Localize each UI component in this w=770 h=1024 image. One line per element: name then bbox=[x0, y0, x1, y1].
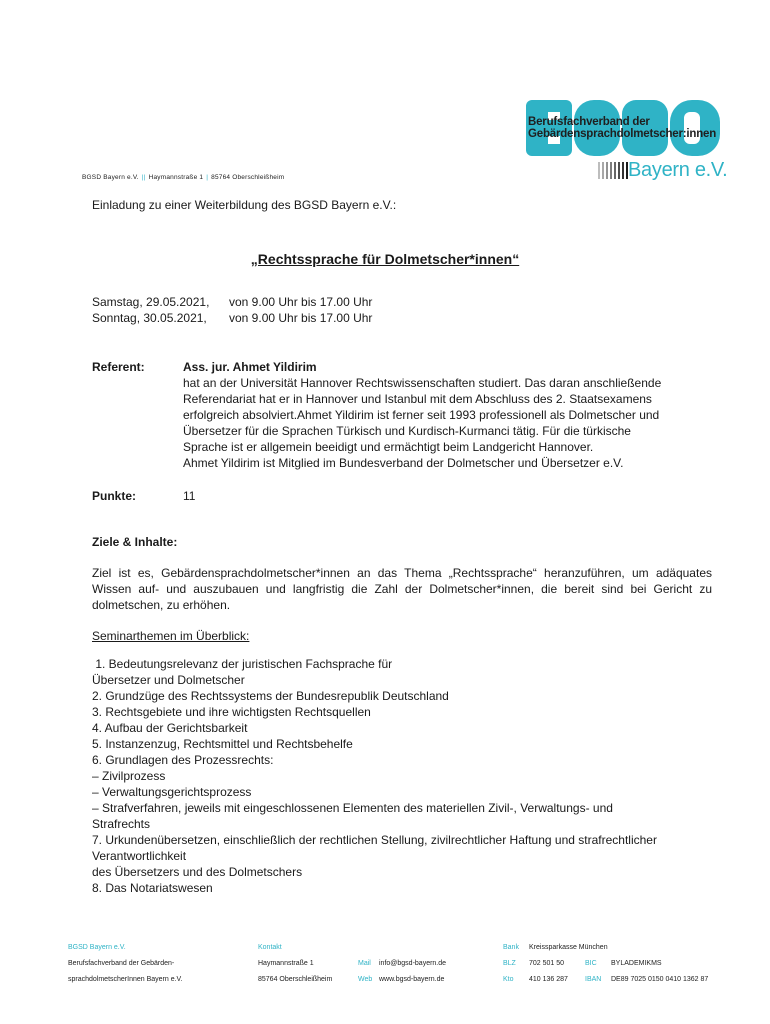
footer-bank bbox=[503, 943, 708, 991]
footer-kto: 410 136 287 bbox=[529, 976, 568, 983]
sender-line: BGSD Bayern e.V. || Haymannstraße 1 | 85764 Oberschleißheim bbox=[82, 174, 285, 181]
ziele-text: Ziel ist es, Gebärdensprachdolmetscher*innen an das Thema „Rechtssprache“ heranzuführen, um adäquates Wissen auf- und auszubauen und langfristig die Zahl der Dolmetscher*innen, die bereit sind bei Gericht zu dolmetschen, zu erhöhen. bbox=[92, 566, 712, 612]
referent-name: Ass. jur. Ahmet Yildirim bbox=[183, 360, 317, 374]
footer-iban-label: IBAN bbox=[585, 976, 602, 983]
footer-street: Haymannstraße 1 bbox=[258, 960, 314, 967]
list-item: – Zivilprozess bbox=[92, 769, 166, 783]
seminar-heading: Seminarthemen im Überblick: bbox=[92, 629, 250, 643]
footer-contact bbox=[358, 943, 446, 991]
footer-blz-label: BLZ bbox=[503, 960, 516, 967]
referent-bio-line: Ahmet Yildirim ist Mitglied im Bundesverband der Dolmetscher und Übersetzer e.V. bbox=[183, 456, 624, 470]
list-item: 3. Rechtsgebiete und ihre wichtigsten Rechtsquellen bbox=[92, 705, 371, 719]
footer-org-line: sprachdolmetscherInnen Bayern e.V. bbox=[68, 976, 183, 983]
list-item: des Übersetzers und des Dolmetschers bbox=[92, 865, 303, 879]
referent-label: Referent: bbox=[92, 360, 145, 374]
list-item: 5. Instanzenzug, Rechtsmittel und Rechtsbehelfe bbox=[92, 737, 353, 751]
sender-org: BGSD Bayern e.V. bbox=[82, 174, 139, 181]
date-row bbox=[92, 294, 372, 310]
punkte-value: 11 bbox=[183, 489, 196, 503]
letter-intro: Einladung zu einer Weiterbildung des BGSD Bayern e.V.: bbox=[92, 198, 397, 212]
bgsd-logo bbox=[524, 98, 728, 188]
punkte-label: Punkte: bbox=[92, 489, 137, 503]
footer-web-label: Web bbox=[358, 976, 373, 983]
referent-bio-line: Referendariat hat er in Hannover und Istanbul mit dem Abschluss des 2. Staatsexamens bbox=[183, 392, 652, 406]
date-time: von 9.00 Uhr bis 17.00 Uhr bbox=[229, 311, 373, 325]
footer-bank-name: Kreissparkasse München bbox=[529, 944, 608, 951]
seminar-list bbox=[92, 656, 722, 896]
footer-blz: 702 501 50 bbox=[529, 960, 565, 967]
list-item: Verantwortlichkeit bbox=[92, 849, 187, 863]
referent-bio-line: Übersetzer für die Sprachen Türkisch und Kurdisch-Kurmanci tätig. Für die türkische bbox=[183, 424, 631, 438]
footer-bank-label: Bank bbox=[503, 944, 519, 951]
footer-address bbox=[258, 943, 332, 991]
date-day: Samstag, 29.05.2021, bbox=[92, 295, 210, 309]
referent-bio-line: Sprache ist er allgemein beeidigt und ermächtigt beim Landgericht Hannover. bbox=[183, 440, 594, 454]
list-item: – Strafverfahren, jeweils mit eingeschlossenen Elementen des materiellen Zivil-, Verwaltungs- und bbox=[92, 801, 613, 815]
footer-contact-label: Kontakt bbox=[258, 944, 282, 951]
ziele-heading: Ziele & Inhalte: bbox=[92, 535, 178, 549]
date-day: Sonntag, 30.05.2021, bbox=[92, 311, 207, 325]
list-item: 7. Urkundenübersetzen, einschließlich der rechtlichen Stellung, zivilrechtlicher Haftung und strafrechtlicher bbox=[92, 833, 657, 847]
footer-mail-label: Mail bbox=[358, 960, 371, 967]
referent-block bbox=[183, 359, 713, 471]
footer-kto-label: Kto bbox=[503, 976, 514, 983]
list-item: 8. Das Notariatswesen bbox=[92, 881, 213, 895]
footer-city: 85764 Oberschleißheim bbox=[258, 976, 333, 983]
logo-subtitle-1: Berufsfachverband der bbox=[528, 116, 650, 128]
sender-street: Haymannstraße 1 bbox=[148, 174, 204, 181]
footer-iban: DE89 7025 0150 0410 1362 87 bbox=[611, 976, 709, 983]
date-time: von 9.00 Uhr bis 17.00 Uhr bbox=[229, 295, 373, 309]
logo-bars-icon bbox=[598, 162, 628, 179]
referent-bio-line: erfolgreich absolviert.Ahmet Yildirim ist ferner seit 1993 professionell als Dolmetscher und bbox=[183, 408, 660, 422]
list-item: 2. Grundzüge des Rechtssystems der Bundesrepublik Deutschland bbox=[92, 689, 449, 703]
footer-org-name: BGSD Bayern e.V. bbox=[68, 944, 126, 951]
list-item: – Verwaltungsgerichtsprozess bbox=[92, 785, 252, 799]
list-item: 1. Bedeutungsrelevanz der juristischen Fachsprache für bbox=[92, 657, 393, 671]
date-row bbox=[92, 310, 372, 326]
footer-bic-label: BIC bbox=[585, 960, 597, 967]
footer-web-link[interactable]: www.bgsd-bayern.de bbox=[379, 976, 445, 983]
logo-subtitle-2: Gebärdensprachdolmetscher:innen bbox=[528, 128, 717, 140]
footer-org-line: Berufsfachverband der Gebärden- bbox=[68, 960, 175, 967]
logo-region: Bayern e.V. bbox=[628, 159, 728, 181]
footer-org bbox=[68, 943, 183, 991]
referent-bio-line: hat an der Universität Hannover Rechtswissenschaften studiert. Das daran anschließende bbox=[183, 376, 662, 390]
footer-mail-link[interactable]: info@bgsd-bayern.de bbox=[379, 960, 447, 967]
list-item: Strafrechts bbox=[92, 817, 151, 831]
list-item: Übersetzer und Dolmetscher bbox=[92, 673, 245, 687]
list-item: 4. Aufbau der Gerichtsbarkeit bbox=[92, 721, 248, 735]
footer-bic: BYLADEMIKMS bbox=[611, 960, 662, 967]
sender-city: 85764 Oberschleißheim bbox=[211, 174, 285, 181]
page-title: „Rechtssprache für Dolmetscher*innen“ bbox=[250, 251, 520, 267]
list-item: 6. Grundlagen des Prozessrechts: bbox=[92, 753, 274, 767]
